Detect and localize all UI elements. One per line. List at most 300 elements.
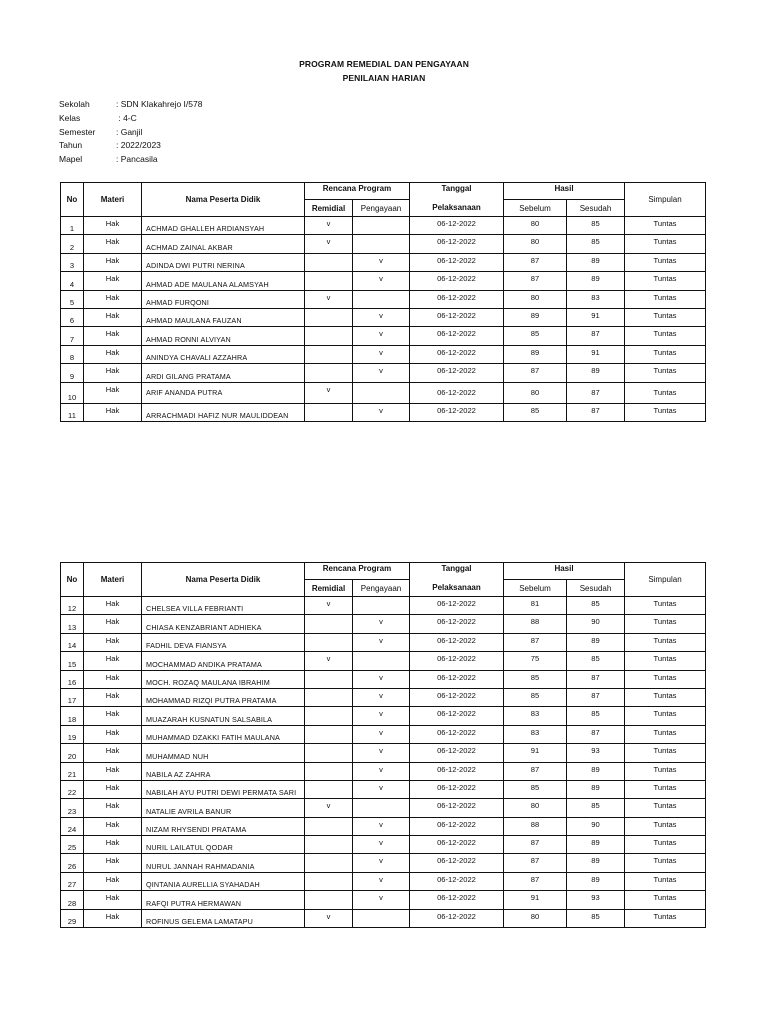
cell-simpulan: Tuntas — [625, 308, 706, 326]
cell-sesudah: 89 — [567, 364, 625, 382]
cell-sebelum: 87 — [504, 762, 567, 780]
cell-simpulan: Tuntas — [625, 382, 706, 403]
cell-materi: Hak — [84, 382, 142, 403]
cell-tanggal: 06-12-2022 — [410, 235, 504, 253]
cell-sesudah: 89 — [567, 633, 625, 651]
cell-remidial — [305, 253, 353, 271]
table-row — [61, 382, 706, 403]
cell-no: 18 — [61, 707, 84, 725]
remedial-table-1 — [60, 182, 706, 422]
table-row — [61, 854, 706, 872]
cell-sesudah: 87 — [567, 327, 625, 345]
table-row — [61, 345, 706, 363]
cell-sesudah: 89 — [567, 854, 625, 872]
cell-sebelum: 88 — [504, 817, 567, 835]
cell-materi: Hak — [84, 235, 142, 253]
cell-tanggal: 06-12-2022 — [410, 633, 504, 651]
cell-sesudah: 90 — [567, 817, 625, 835]
cell-sebelum: 80 — [504, 799, 567, 817]
cell-pengayaan — [353, 597, 410, 615]
cell-materi: Hak — [84, 909, 142, 927]
cell-remidial: v — [305, 290, 353, 308]
cell-tanggal: 06-12-2022 — [410, 382, 504, 403]
cell-remidial — [305, 633, 353, 651]
cell-no: 17 — [61, 688, 84, 706]
col-no: No — [61, 183, 84, 217]
cell-sesudah: 93 — [567, 744, 625, 762]
info-value: : 2022/2023 — [116, 140, 161, 151]
cell-materi: Hak — [84, 364, 142, 382]
cell-no: 16 — [61, 670, 84, 688]
cell-nama: NURIL LAILATUL QODAR — [142, 836, 305, 854]
table-row — [61, 780, 706, 798]
info-value: : Ganjil — [116, 126, 143, 137]
table-row — [61, 652, 706, 670]
col-simpulan: Simpulan — [625, 183, 706, 217]
cell-tanggal: 06-12-2022 — [410, 615, 504, 633]
cell-sesudah: 85 — [567, 909, 625, 927]
cell-materi: Hak — [84, 652, 142, 670]
cell-materi: Hak — [84, 670, 142, 688]
cell-no: 8 — [61, 345, 84, 363]
cell-simpulan: Tuntas — [625, 253, 706, 271]
cell-materi: Hak — [84, 744, 142, 762]
cell-tanggal: 06-12-2022 — [410, 253, 504, 271]
cell-pengayaan — [353, 217, 410, 235]
cell-sebelum: 85 — [504, 688, 567, 706]
cell-sesudah: 85 — [567, 652, 625, 670]
cell-pengayaan: v — [353, 872, 410, 890]
cell-simpulan: Tuntas — [625, 854, 706, 872]
cell-simpulan: Tuntas — [625, 327, 706, 345]
cell-nama: MOHAMMAD RIZQI PUTRA PRATAMA — [142, 688, 305, 706]
cell-simpulan: Tuntas — [625, 290, 706, 308]
col-materi: Materi — [84, 563, 142, 597]
cell-nama: MUHAMMAD NUH — [142, 744, 305, 762]
table-row — [61, 217, 706, 235]
cell-nama: AHMAD MAULANA FAUZAN — [142, 308, 305, 326]
cell-tanggal: 06-12-2022 — [410, 290, 504, 308]
cell-pengayaan — [353, 382, 410, 403]
cell-remidial — [305, 725, 353, 743]
col-simpulan: Simpulan — [625, 563, 706, 597]
cell-pengayaan: v — [353, 345, 410, 363]
cell-materi: Hak — [84, 707, 142, 725]
cell-nama: AHMAD ADE MAULANA ALAMSYAH — [142, 272, 305, 290]
cell-materi: Hak — [84, 403, 142, 421]
cell-nama: ANINDYA CHAVALI AZZAHRA — [142, 345, 305, 363]
info-row-mapel — [59, 153, 202, 167]
cell-nama: MUAZARAH KUSNATUN SALSABILA — [142, 707, 305, 725]
cell-simpulan: Tuntas — [625, 780, 706, 798]
table-row — [61, 836, 706, 854]
table-row — [61, 817, 706, 835]
cell-nama: ACHMAD ZAINAL AKBAR — [142, 235, 305, 253]
cell-no: 15 — [61, 652, 84, 670]
cell-remidial — [305, 308, 353, 326]
cell-materi: Hak — [84, 597, 142, 615]
cell-sesudah: 83 — [567, 290, 625, 308]
col-tanggal: Tanggal — [410, 563, 504, 580]
cell-simpulan: Tuntas — [625, 364, 706, 382]
table-row — [61, 364, 706, 382]
cell-sesudah: 87 — [567, 688, 625, 706]
cell-nama: ACHMAD GHALLEH ARDIANSYAH — [142, 217, 305, 235]
cell-sesudah: 93 — [567, 891, 625, 909]
table-row — [61, 688, 706, 706]
cell-simpulan: Tuntas — [625, 272, 706, 290]
cell-remidial — [305, 762, 353, 780]
col-hasil: Hasil — [504, 183, 625, 200]
cell-no: 21 — [61, 762, 84, 780]
col-pelaksanaan: Pelaksanaan — [410, 200, 504, 217]
info-label: Tahun — [59, 140, 83, 151]
table-row — [61, 762, 706, 780]
cell-no: 7 — [61, 327, 84, 345]
cell-materi: Hak — [84, 345, 142, 363]
cell-materi: Hak — [84, 854, 142, 872]
table-row — [61, 253, 706, 271]
cell-no: 22 — [61, 780, 84, 798]
info-value: : Pancasila — [116, 154, 158, 165]
info-row-semester — [59, 126, 202, 140]
cell-nama: NATALIE AVRILA BANUR — [142, 799, 305, 817]
cell-sesudah: 89 — [567, 836, 625, 854]
cell-tanggal: 06-12-2022 — [410, 308, 504, 326]
cell-sesudah: 85 — [567, 799, 625, 817]
cell-materi: Hak — [84, 780, 142, 798]
col-rencana-program: Rencana Program — [305, 183, 410, 200]
col-nama: Nama Peserta Didik — [142, 183, 305, 217]
cell-sebelum: 87 — [504, 872, 567, 890]
col-materi: Materi — [84, 183, 142, 217]
cell-materi: Hak — [84, 799, 142, 817]
cell-materi: Hak — [84, 217, 142, 235]
cell-pengayaan: v — [353, 836, 410, 854]
cell-pengayaan — [353, 652, 410, 670]
col-remidial: Remidial — [305, 580, 353, 597]
cell-remidial — [305, 327, 353, 345]
cell-no: 25 — [61, 836, 84, 854]
cell-tanggal: 06-12-2022 — [410, 799, 504, 817]
cell-simpulan: Tuntas — [625, 403, 706, 421]
cell-remidial — [305, 872, 353, 890]
cell-sesudah: 89 — [567, 762, 625, 780]
cell-simpulan: Tuntas — [625, 762, 706, 780]
col-pelaksanaan: Pelaksanaan — [410, 580, 504, 597]
cell-no: 2 — [61, 235, 84, 253]
cell-nama: QINTANIA AURELLIA SYAHADAH — [142, 872, 305, 890]
cell-pengayaan — [353, 235, 410, 253]
cell-tanggal: 06-12-2022 — [410, 836, 504, 854]
remedial-table-2 — [60, 562, 706, 928]
cell-no: 4 — [61, 272, 84, 290]
cell-remidial — [305, 670, 353, 688]
info-row-kelas — [59, 112, 202, 126]
table-row — [61, 308, 706, 326]
info-value: : 4-C — [116, 112, 137, 123]
cell-simpulan: Tuntas — [625, 688, 706, 706]
cell-no: 19 — [61, 725, 84, 743]
cell-sebelum: 85 — [504, 403, 567, 421]
cell-materi: Hak — [84, 272, 142, 290]
cell-nama: CHIASA KENZABRIANT ADHIEKA — [142, 615, 305, 633]
cell-nama: MUHAMMAD DZAKKI FATIH MAULANA — [142, 725, 305, 743]
col-sesudah: Sesudah — [567, 580, 625, 597]
cell-sesudah: 91 — [567, 308, 625, 326]
col-pengayaan: Pengayaan — [353, 200, 410, 217]
cell-pengayaan — [353, 799, 410, 817]
cell-simpulan: Tuntas — [625, 872, 706, 890]
cell-materi: Hak — [84, 253, 142, 271]
cell-tanggal: 06-12-2022 — [410, 327, 504, 345]
cell-no: 9 — [61, 364, 84, 382]
col-sesudah: Sesudah — [567, 200, 625, 217]
cell-sebelum: 87 — [504, 272, 567, 290]
cell-tanggal: 06-12-2022 — [410, 272, 504, 290]
table-row — [61, 615, 706, 633]
cell-pengayaan: v — [353, 253, 410, 271]
cell-no: 28 — [61, 891, 84, 909]
cell-remidial — [305, 854, 353, 872]
cell-sebelum: 85 — [504, 780, 567, 798]
cell-no: 3 — [61, 253, 84, 271]
cell-materi: Hak — [84, 633, 142, 651]
cell-remidial — [305, 345, 353, 363]
cell-pengayaan — [353, 909, 410, 927]
cell-tanggal: 06-12-2022 — [410, 817, 504, 835]
table-row — [61, 597, 706, 615]
cell-sesudah: 85 — [567, 217, 625, 235]
cell-sebelum: 89 — [504, 345, 567, 363]
cell-pengayaan: v — [353, 615, 410, 633]
cell-nama: ROFINUS GELEMA LAMATAPU — [142, 909, 305, 927]
col-pengayaan: Pengayaan — [353, 580, 410, 597]
school-info — [59, 98, 202, 167]
cell-simpulan: Tuntas — [625, 817, 706, 835]
cell-nama: MOCH. ROZAQ MAULANA IBRAHIM — [142, 670, 305, 688]
cell-tanggal: 06-12-2022 — [410, 707, 504, 725]
cell-pengayaan: v — [353, 725, 410, 743]
cell-simpulan: Tuntas — [625, 633, 706, 651]
cell-sebelum: 89 — [504, 308, 567, 326]
cell-nama: NURUL JANNAH RAHMADANIA — [142, 854, 305, 872]
col-rencana-program: Rencana Program — [305, 563, 410, 580]
cell-tanggal: 06-12-2022 — [410, 364, 504, 382]
cell-remidial — [305, 272, 353, 290]
cell-nama: ARDI GILANG PRATAMA — [142, 364, 305, 382]
cell-remidial — [305, 615, 353, 633]
cell-simpulan: Tuntas — [625, 597, 706, 615]
cell-sebelum: 91 — [504, 891, 567, 909]
cell-no: 6 — [61, 308, 84, 326]
info-label: Semester — [59, 126, 96, 137]
info-row-sekolah — [59, 98, 202, 112]
cell-tanggal: 06-12-2022 — [410, 725, 504, 743]
cell-sebelum: 81 — [504, 597, 567, 615]
cell-materi: Hak — [84, 615, 142, 633]
cell-sebelum: 80 — [504, 382, 567, 403]
cell-remidial: v — [305, 652, 353, 670]
cell-no: 20 — [61, 744, 84, 762]
cell-pengayaan: v — [353, 891, 410, 909]
cell-sesudah: 90 — [567, 615, 625, 633]
cell-sesudah: 89 — [567, 780, 625, 798]
cell-materi: Hak — [84, 891, 142, 909]
cell-no: 10 — [61, 382, 84, 403]
cell-remidial: v — [305, 217, 353, 235]
cell-no: 14 — [61, 633, 84, 651]
table-row — [61, 272, 706, 290]
cell-sebelum: 83 — [504, 725, 567, 743]
cell-nama: MOCHAMMAD ANDIKA PRATAMA — [142, 652, 305, 670]
cell-no: 13 — [61, 615, 84, 633]
table-row — [61, 290, 706, 308]
info-row-tahun — [59, 139, 202, 153]
cell-sesudah: 85 — [567, 707, 625, 725]
cell-nama: NABILA AZ ZAHRA — [142, 762, 305, 780]
cell-pengayaan: v — [353, 688, 410, 706]
cell-no: 1 — [61, 217, 84, 235]
cell-materi: Hak — [84, 762, 142, 780]
cell-sesudah: 91 — [567, 345, 625, 363]
cell-tanggal: 06-12-2022 — [410, 780, 504, 798]
cell-nama: CHELSEA VILLA FEBRIANTI — [142, 597, 305, 615]
cell-simpulan: Tuntas — [625, 799, 706, 817]
table-row — [61, 327, 706, 345]
cell-nama: NABILAH AYU PUTRI DEWI PERMATA SARI — [142, 780, 305, 798]
cell-sesudah: 87 — [567, 725, 625, 743]
cell-pengayaan: v — [353, 670, 410, 688]
cell-sebelum: 80 — [504, 909, 567, 927]
cell-sebelum: 91 — [504, 744, 567, 762]
cell-pengayaan: v — [353, 762, 410, 780]
cell-tanggal: 06-12-2022 — [410, 403, 504, 421]
cell-sebelum: 85 — [504, 327, 567, 345]
cell-simpulan: Tuntas — [625, 909, 706, 927]
cell-pengayaan: v — [353, 272, 410, 290]
cell-sebelum: 87 — [504, 633, 567, 651]
cell-tanggal: 06-12-2022 — [410, 891, 504, 909]
cell-simpulan: Tuntas — [625, 235, 706, 253]
cell-remidial — [305, 364, 353, 382]
cell-sebelum: 85 — [504, 670, 567, 688]
cell-no: 29 — [61, 909, 84, 927]
cell-nama: AHMAD RONNI ALVIYAN — [142, 327, 305, 345]
cell-sebelum: 87 — [504, 854, 567, 872]
cell-sesudah: 85 — [567, 597, 625, 615]
cell-simpulan: Tuntas — [625, 615, 706, 633]
cell-pengayaan: v — [353, 744, 410, 762]
col-sebelum: Sebelum — [504, 580, 567, 597]
cell-nama: RAFQI PUTRA HERMAWAN — [142, 891, 305, 909]
cell-sesudah: 87 — [567, 382, 625, 403]
cell-simpulan: Tuntas — [625, 707, 706, 725]
cell-remidial — [305, 836, 353, 854]
cell-nama: ARRACHMADI HAFIZ NUR MAULIDDEAN — [142, 403, 305, 421]
cell-sebelum: 87 — [504, 253, 567, 271]
cell-remidial — [305, 817, 353, 835]
cell-sebelum: 87 — [504, 836, 567, 854]
cell-sesudah: 87 — [567, 670, 625, 688]
cell-sebelum: 87 — [504, 364, 567, 382]
cell-no: 27 — [61, 872, 84, 890]
cell-sesudah: 89 — [567, 272, 625, 290]
cell-sebelum: 88 — [504, 615, 567, 633]
table-row — [61, 799, 706, 817]
cell-no: 12 — [61, 597, 84, 615]
cell-no: 24 — [61, 817, 84, 835]
table-row — [61, 725, 706, 743]
cell-nama: ADINDA DWI PUTRI NERINA — [142, 253, 305, 271]
cell-nama: AHMAD FURQONI — [142, 290, 305, 308]
cell-materi: Hak — [84, 688, 142, 706]
col-tanggal: Tanggal — [410, 183, 504, 200]
cell-remidial — [305, 891, 353, 909]
cell-remidial — [305, 780, 353, 798]
cell-remidial — [305, 707, 353, 725]
table-row — [61, 909, 706, 927]
col-sebelum: Sebelum — [504, 200, 567, 217]
cell-simpulan: Tuntas — [625, 217, 706, 235]
cell-sebelum: 75 — [504, 652, 567, 670]
cell-materi: Hak — [84, 817, 142, 835]
cell-materi: Hak — [84, 836, 142, 854]
cell-tanggal: 06-12-2022 — [410, 688, 504, 706]
cell-tanggal: 06-12-2022 — [410, 345, 504, 363]
cell-tanggal: 06-12-2022 — [410, 652, 504, 670]
cell-tanggal: 06-12-2022 — [410, 670, 504, 688]
cell-sesudah: 85 — [567, 235, 625, 253]
cell-remidial: v — [305, 597, 353, 615]
info-label: Mapel — [59, 154, 83, 165]
table-row — [61, 670, 706, 688]
table-row — [61, 891, 706, 909]
cell-nama: NIZAM RHYSENDI PRATAMA — [142, 817, 305, 835]
cell-pengayaan: v — [353, 364, 410, 382]
cell-no: 11 — [61, 403, 84, 421]
cell-sebelum: 80 — [504, 235, 567, 253]
cell-sesudah: 89 — [567, 872, 625, 890]
cell-simpulan: Tuntas — [625, 836, 706, 854]
cell-nama: FADHIL DEVA FIANSYA — [142, 633, 305, 651]
cell-sesudah: 89 — [567, 253, 625, 271]
cell-no: 23 — [61, 799, 84, 817]
cell-no: 26 — [61, 854, 84, 872]
col-hasil: Hasil — [504, 563, 625, 580]
col-no: No — [61, 563, 84, 597]
table-row — [61, 872, 706, 890]
table-row — [61, 744, 706, 762]
cell-pengayaan: v — [353, 780, 410, 798]
cell-materi: Hak — [84, 872, 142, 890]
document-subtitle: PENILAIAN HARIAN — [342, 73, 426, 83]
cell-pengayaan: v — [353, 817, 410, 835]
cell-tanggal: 06-12-2022 — [410, 854, 504, 872]
cell-pengayaan: v — [353, 327, 410, 345]
cell-pengayaan: v — [353, 403, 410, 421]
cell-pengayaan: v — [353, 854, 410, 872]
cell-no: 5 — [61, 290, 84, 308]
table-row — [61, 403, 706, 421]
table-row — [61, 707, 706, 725]
col-remidial: Remidial — [305, 200, 353, 217]
info-value: : SDN Klakahrejo I/578 — [116, 99, 203, 109]
cell-tanggal: 06-12-2022 — [410, 217, 504, 235]
cell-sebelum: 83 — [504, 707, 567, 725]
cell-simpulan: Tuntas — [625, 345, 706, 363]
cell-simpulan: Tuntas — [625, 652, 706, 670]
